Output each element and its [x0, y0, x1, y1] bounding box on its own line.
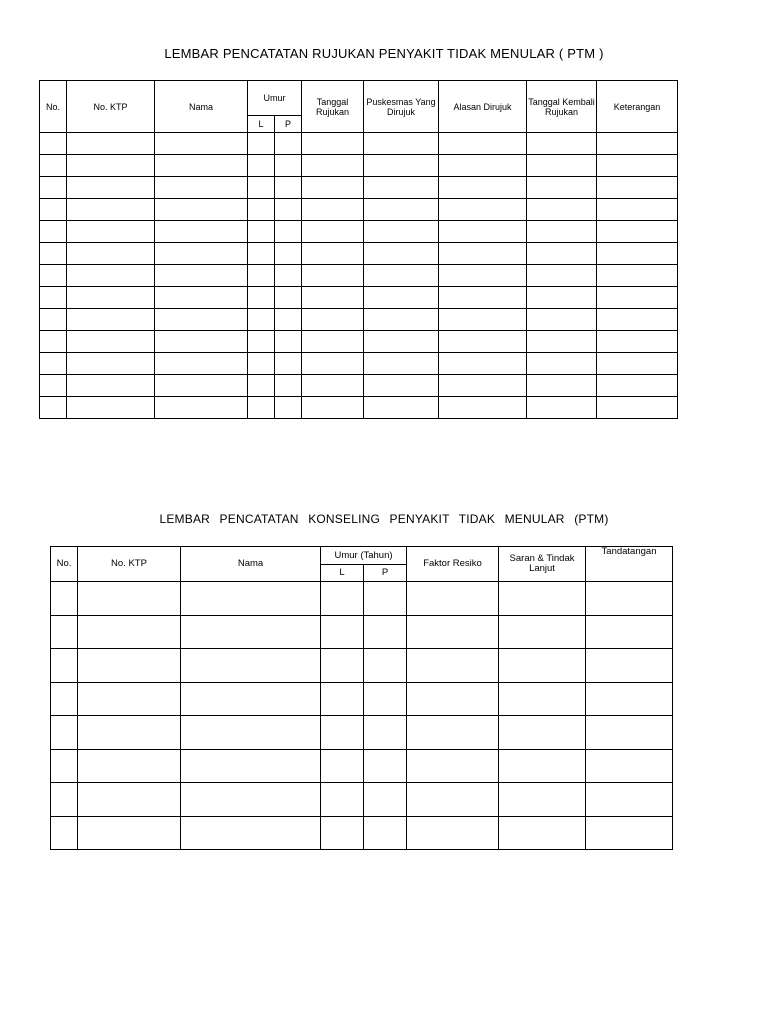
empty-cell: [181, 682, 321, 716]
empty-cell: [275, 243, 302, 265]
col-header-no: No.: [40, 81, 67, 133]
empty-cell: [67, 353, 155, 375]
empty-cell: [302, 265, 364, 287]
col-header-nama: Nama: [155, 81, 248, 133]
empty-cell: [302, 375, 364, 397]
empty-cell: [364, 265, 439, 287]
empty-cell: [586, 649, 673, 683]
empty-cell: [67, 375, 155, 397]
empty-cell: [364, 199, 439, 221]
table-row: [51, 716, 673, 750]
col-header-tandatangan: Tandatangan: [586, 547, 673, 582]
empty-cell: [364, 682, 407, 716]
empty-cell: [248, 133, 275, 155]
empty-cell: [597, 177, 678, 199]
empty-cell: [248, 177, 275, 199]
empty-cell: [439, 243, 527, 265]
empty-cell: [67, 177, 155, 199]
empty-cell: [527, 221, 597, 243]
empty-cell: [597, 375, 678, 397]
table-row: [51, 615, 673, 649]
empty-cell: [597, 397, 678, 419]
empty-cell: [364, 133, 439, 155]
empty-cell: [155, 287, 248, 309]
empty-cell: [527, 331, 597, 353]
empty-cell: [321, 582, 364, 616]
empty-cell: [40, 243, 67, 265]
col-header-nama: Nama: [181, 547, 321, 582]
empty-cell: [527, 265, 597, 287]
empty-cell: [439, 199, 527, 221]
empty-cell: [155, 353, 248, 375]
empty-cell: [499, 716, 586, 750]
col-header-no: No.: [51, 547, 78, 582]
empty-cell: [78, 649, 181, 683]
empty-cell: [439, 177, 527, 199]
empty-cell: [67, 287, 155, 309]
empty-cell: [248, 287, 275, 309]
empty-cell: [51, 749, 78, 783]
col-header-puskesmas: Puskesmas Yang Dirujuk: [364, 81, 439, 133]
empty-cell: [527, 397, 597, 419]
empty-cell: [499, 682, 586, 716]
empty-cell: [40, 155, 67, 177]
empty-cell: [181, 749, 321, 783]
empty-cell: [407, 682, 499, 716]
empty-cell: [155, 397, 248, 419]
empty-cell: [407, 749, 499, 783]
empty-cell: [364, 243, 439, 265]
table-row: [51, 682, 673, 716]
empty-cell: [302, 221, 364, 243]
empty-cell: [439, 287, 527, 309]
empty-cell: [302, 309, 364, 331]
empty-cell: [527, 133, 597, 155]
empty-cell: [407, 615, 499, 649]
empty-cell: [275, 309, 302, 331]
empty-cell: [67, 199, 155, 221]
empty-cell: [364, 582, 407, 616]
col-header-tanggal-rujukan: Tanggal Rujukan: [302, 81, 364, 133]
empty-cell: [40, 199, 67, 221]
empty-cell: [597, 243, 678, 265]
empty-cell: [51, 783, 78, 817]
empty-cell: [597, 155, 678, 177]
empty-cell: [439, 155, 527, 177]
empty-cell: [364, 177, 439, 199]
empty-cell: [527, 375, 597, 397]
table-row: [40, 309, 678, 331]
empty-cell: [586, 716, 673, 750]
empty-cell: [597, 199, 678, 221]
rujukan-form-title: LEMBAR PENCATATAN RUJUKAN PENYAKIT TIDAK MENULAR ( PTM ): [164, 46, 604, 61]
empty-cell: [597, 221, 678, 243]
empty-cell: [155, 375, 248, 397]
empty-cell: [67, 309, 155, 331]
empty-cell: [527, 199, 597, 221]
table-row: [51, 749, 673, 783]
empty-cell: [67, 155, 155, 177]
empty-cell: [248, 309, 275, 331]
empty-cell: [155, 177, 248, 199]
empty-cell: [155, 199, 248, 221]
empty-cell: [181, 716, 321, 750]
table-row: [51, 649, 673, 683]
empty-cell: [155, 221, 248, 243]
empty-cell: [364, 615, 407, 649]
empty-cell: [439, 265, 527, 287]
empty-cell: [275, 155, 302, 177]
empty-cell: [67, 331, 155, 353]
empty-cell: [78, 582, 181, 616]
table-row: [40, 199, 678, 221]
empty-cell: [51, 615, 78, 649]
empty-cell: [586, 749, 673, 783]
empty-cell: [181, 816, 321, 850]
empty-cell: [275, 397, 302, 419]
table-row: [51, 582, 673, 616]
empty-cell: [275, 331, 302, 353]
empty-cell: [439, 397, 527, 419]
table-row: [40, 133, 678, 155]
empty-cell: [78, 716, 181, 750]
empty-cell: [275, 221, 302, 243]
col-header-keterangan: Keterangan: [597, 81, 678, 133]
empty-cell: [439, 309, 527, 331]
empty-cell: [78, 749, 181, 783]
empty-cell: [597, 353, 678, 375]
table-row: [40, 177, 678, 199]
empty-cell: [248, 397, 275, 419]
empty-cell: [597, 265, 678, 287]
table-row: [40, 331, 678, 353]
empty-cell: [586, 682, 673, 716]
empty-cell: [597, 331, 678, 353]
empty-cell: [364, 155, 439, 177]
empty-cell: [364, 221, 439, 243]
empty-cell: [364, 331, 439, 353]
empty-cell: [67, 133, 155, 155]
empty-cell: [364, 397, 439, 419]
empty-cell: [527, 155, 597, 177]
empty-cell: [78, 682, 181, 716]
col-header-umur: Umur: [248, 81, 302, 116]
empty-cell: [40, 133, 67, 155]
konseling-table: [50, 546, 673, 850]
empty-cell: [181, 783, 321, 817]
empty-cell: [67, 221, 155, 243]
empty-cell: [407, 816, 499, 850]
table-row: [40, 243, 678, 265]
empty-cell: [597, 309, 678, 331]
empty-cell: [364, 309, 439, 331]
empty-cell: [364, 749, 407, 783]
col-header-l: L: [321, 565, 364, 582]
table-row: [40, 397, 678, 419]
empty-cell: [40, 331, 67, 353]
empty-cell: [40, 265, 67, 287]
empty-cell: [364, 353, 439, 375]
empty-cell: [67, 397, 155, 419]
empty-cell: [527, 353, 597, 375]
empty-cell: [248, 221, 275, 243]
empty-cell: [248, 155, 275, 177]
empty-cell: [51, 716, 78, 750]
empty-cell: [155, 309, 248, 331]
col-header-l: L: [248, 116, 275, 133]
empty-cell: [248, 199, 275, 221]
empty-cell: [275, 375, 302, 397]
table-row: [51, 783, 673, 817]
empty-cell: [407, 783, 499, 817]
empty-cell: [51, 682, 78, 716]
empty-cell: [40, 397, 67, 419]
empty-cell: [407, 716, 499, 750]
rujukan-table: [39, 80, 678, 419]
empty-cell: [302, 397, 364, 419]
empty-cell: [364, 287, 439, 309]
empty-cell: [586, 615, 673, 649]
empty-cell: [527, 243, 597, 265]
empty-cell: [275, 353, 302, 375]
empty-cell: [40, 287, 67, 309]
empty-cell: [248, 353, 275, 375]
empty-cell: [67, 265, 155, 287]
empty-cell: [321, 682, 364, 716]
empty-cell: [364, 375, 439, 397]
empty-cell: [78, 615, 181, 649]
empty-cell: [499, 615, 586, 649]
table-row: [51, 816, 673, 850]
empty-cell: [40, 221, 67, 243]
empty-cell: [181, 649, 321, 683]
empty-cell: [439, 353, 527, 375]
col-header-ktp: No. KTP: [78, 547, 181, 582]
empty-cell: [527, 177, 597, 199]
col-header-saran: Saran & Tindak Lanjut: [499, 547, 586, 582]
empty-cell: [499, 783, 586, 817]
col-header-p: P: [275, 116, 302, 133]
empty-cell: [248, 375, 275, 397]
table-row: [40, 265, 678, 287]
empty-cell: [302, 133, 364, 155]
empty-cell: [597, 287, 678, 309]
empty-cell: [248, 265, 275, 287]
table-row: [40, 287, 678, 309]
empty-cell: [321, 649, 364, 683]
empty-cell: [499, 582, 586, 616]
empty-cell: [40, 309, 67, 331]
empty-cell: [51, 649, 78, 683]
empty-cell: [321, 749, 364, 783]
empty-cell: [302, 155, 364, 177]
empty-cell: [321, 783, 364, 817]
empty-cell: [321, 615, 364, 649]
empty-cell: [275, 177, 302, 199]
empty-cell: [51, 816, 78, 850]
empty-cell: [302, 243, 364, 265]
empty-cell: [40, 375, 67, 397]
col-header-p: P: [364, 565, 407, 582]
empty-cell: [439, 331, 527, 353]
empty-cell: [155, 133, 248, 155]
table-row: [40, 155, 678, 177]
empty-cell: [439, 221, 527, 243]
empty-cell: [275, 133, 302, 155]
empty-cell: [302, 177, 364, 199]
col-header-ktp: No. KTP: [67, 81, 155, 133]
col-header-umur-tahun: Umur (Tahun): [321, 547, 407, 565]
empty-cell: [302, 331, 364, 353]
empty-cell: [597, 133, 678, 155]
empty-cell: [364, 649, 407, 683]
empty-cell: [499, 649, 586, 683]
empty-cell: [40, 177, 67, 199]
konseling-form-title: LEMBAR PENCATATAN KONSELING PENYAKIT TIDAK MENULAR (PTM): [159, 512, 609, 526]
empty-cell: [181, 615, 321, 649]
empty-cell: [527, 309, 597, 331]
empty-cell: [321, 716, 364, 750]
col-header-faktor-resiko: Faktor Resiko: [407, 547, 499, 582]
empty-cell: [78, 783, 181, 817]
table-row: [40, 353, 678, 375]
empty-cell: [527, 287, 597, 309]
empty-cell: [302, 199, 364, 221]
empty-cell: [302, 287, 364, 309]
empty-cell: [40, 353, 67, 375]
empty-cell: [248, 243, 275, 265]
empty-cell: [364, 716, 407, 750]
empty-cell: [155, 265, 248, 287]
empty-cell: [51, 582, 78, 616]
empty-cell: [275, 287, 302, 309]
empty-cell: [364, 783, 407, 817]
empty-cell: [67, 243, 155, 265]
empty-cell: [275, 199, 302, 221]
empty-cell: [586, 783, 673, 817]
col-header-alasan: Alasan Dirujuk: [439, 81, 527, 133]
col-header-tanggal-kembali: Tanggal Kembali Rujukan: [527, 81, 597, 133]
empty-cell: [499, 816, 586, 850]
empty-cell: [321, 816, 364, 850]
empty-cell: [155, 331, 248, 353]
empty-cell: [407, 582, 499, 616]
empty-cell: [155, 155, 248, 177]
table-row: [40, 375, 678, 397]
empty-cell: [499, 749, 586, 783]
empty-cell: [586, 582, 673, 616]
empty-cell: [364, 816, 407, 850]
empty-cell: [439, 375, 527, 397]
empty-cell: [155, 243, 248, 265]
empty-cell: [275, 265, 302, 287]
empty-cell: [586, 816, 673, 850]
empty-cell: [181, 582, 321, 616]
empty-cell: [78, 816, 181, 850]
empty-cell: [407, 649, 499, 683]
empty-cell: [302, 353, 364, 375]
empty-cell: [248, 331, 275, 353]
table-row: [40, 221, 678, 243]
empty-cell: [439, 133, 527, 155]
